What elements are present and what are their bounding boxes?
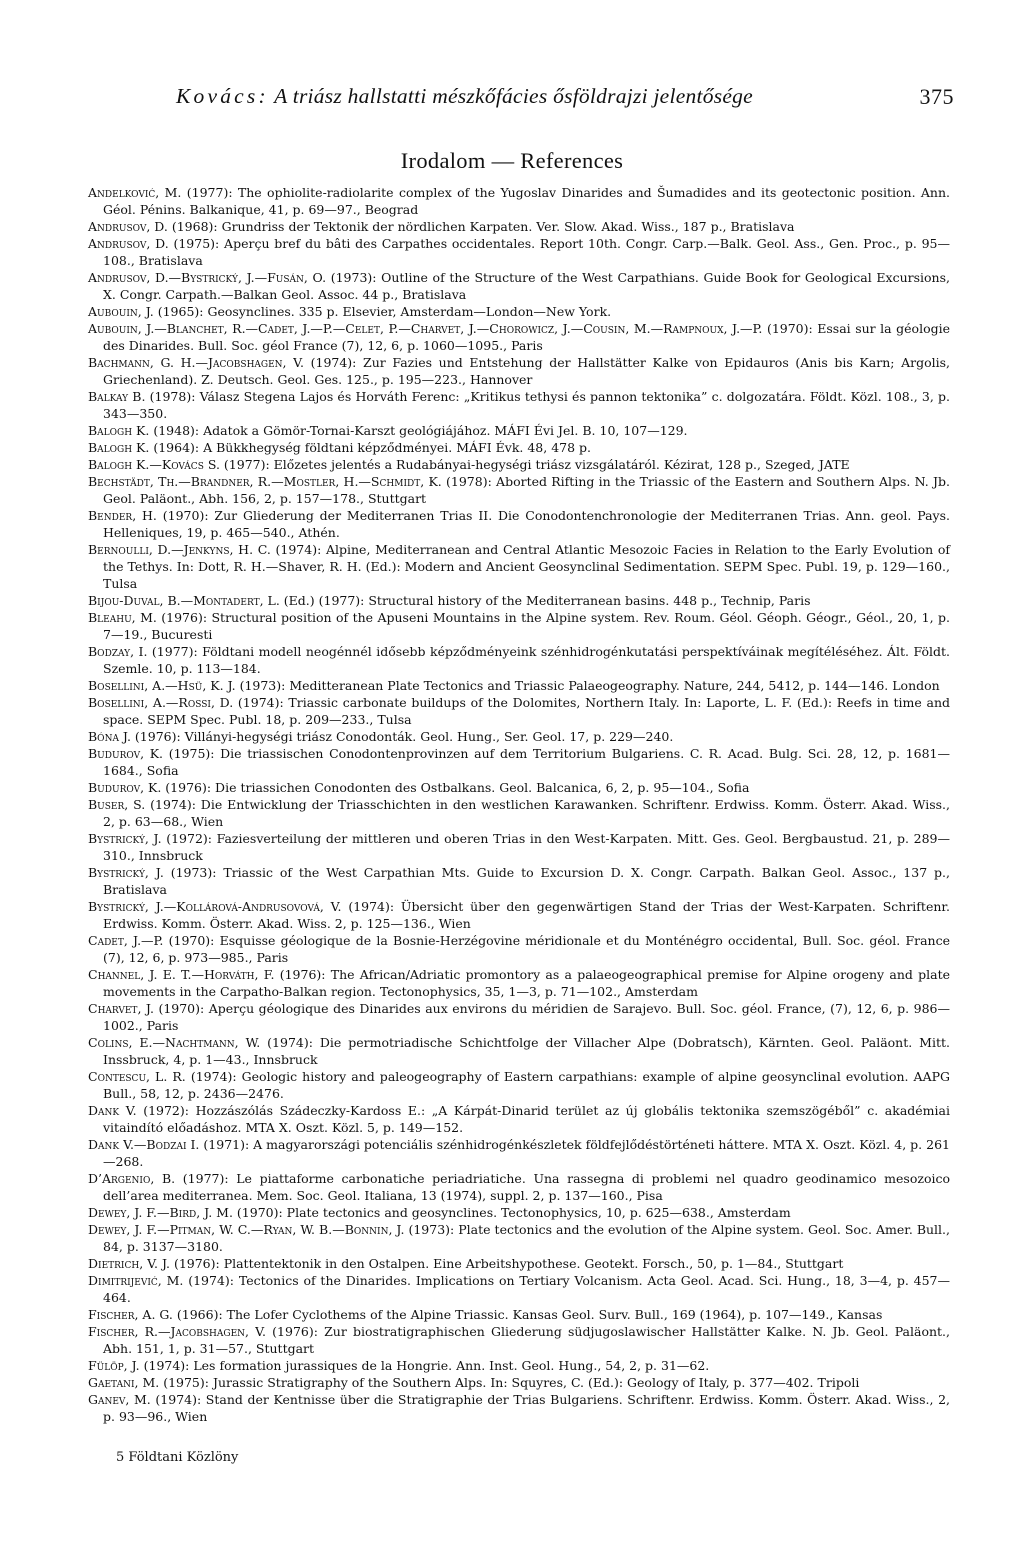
reference-details: (1970): Plate tectonics and geosynclines. Tectonophysics, 10, p. 625—638., Amsterdam <box>232 1205 791 1220</box>
reference-details: (1973): Plate tectonics and the evolution of the Alpine system. Geol. Soc. Amer. Bull., 84, p. 3137—3180. <box>103 1222 950 1254</box>
reference-details: (1975): Aperçu bref du bâti des Carpathes occidentales. Report 10th. Congr. Carp.—Balk. Geol. Ass., Gen. Proc., p. 95—108., Bratislava <box>103 236 950 268</box>
reference-entry <box>88 1255 950 1272</box>
reference-authors: Balogh K. <box>88 423 150 438</box>
reference-details: (1977): The ophiolite-radiolarite complex of the Yugoslav Dinarides and Šumadides and its geotectonic position. Ann. Géol. Pénins. Balkanique, 41, p. 69—97., Beograd <box>103 185 950 217</box>
reference-authors: Fülöp, J. <box>88 1358 140 1373</box>
reference-details: (1970): Essai sur la géologie des Dinarides. Bull. Soc. géol France (7), 12, 6, p. 1060—1095., Paris <box>103 321 950 353</box>
reference-details: (1978): Aborted Rifting in the Triassic of the Eastern and Southern Alps. N. Jb. Geol. Paläont., Abh. 156, 2, p. 157—178., Stuttgart <box>103 474 950 506</box>
reference-entry <box>88 473 950 507</box>
reference-authors: Dank V.—Bodzai I. <box>88 1137 200 1152</box>
reference-authors: Charvet, J. <box>88 1001 154 1016</box>
reference-details: (1974): Geologic history and paleogeography of Eastern carpathians: example of alpine geosynclinal evolution. AAPG Bull., 58, 12, p. 2436—2476. <box>103 1069 951 1101</box>
reference-details: (1974): Die Entwicklung der Triasschichten in den westlichen Karawanken. Schriftenr. Erdwiss. Komm. Österr. Akad. Wiss., 2, p. 63—68., Wien <box>103 797 950 829</box>
reference-authors: Dewey, J. F.—Pitman, W. C.—Ryan, W. B.—Bonnin, J. <box>88 1222 405 1237</box>
reference-entry <box>88 1136 950 1170</box>
reference-details: (1970): Esquisse géologique de la Bosnie-Herzégovine méridionale et du Monténégro occidental, Bull. Soc. géol. France (7), 12, 6, p. 973—985., Paris <box>103 933 950 965</box>
reference-authors: Bechstädt, Th.—Brandner, R.—Mostler, H.—Schmidt, K. <box>88 474 442 489</box>
reference-entry <box>88 1306 950 1323</box>
reference-authors: Dietrich, V. J. <box>88 1256 170 1271</box>
reference-authors: Bystrický, J.—Kollárová-Andrusovová, V. <box>88 899 342 914</box>
reference-details: (1977): Le piattaforme carbonatiche periadriatiche. Una rassegna di problemi nel quadro geodinamico mesozoico dell’area mediterranea. Mem. Soc. Geol. Italiana, 13 (1974), suppl. 2, p. 137—160., Pisa <box>103 1171 950 1203</box>
reference-entry <box>88 269 950 303</box>
reference-details: (1977): Előzetes jelentés a Rudabányai-hegységi triász vizsgálatáról. Kézirat, 128 p., Szeged, JATE <box>219 457 850 472</box>
reference-authors: Balogh K.—Kovács S. <box>88 457 220 472</box>
reference-entry <box>88 864 950 898</box>
reference-authors: Bosellini, A.—Rossi, D. <box>88 695 234 710</box>
reference-authors: Cadet, J.—P. <box>88 933 164 948</box>
reference-details: (1978): Válasz Stegena Lajos és Horváth Ferenc: „Kritikus tethysi és pannon tektonika” c. dolgozatára. Földt. Közl. 108., 3, p. 343—350. <box>103 389 950 421</box>
reference-authors: Bystrický, J. <box>88 865 164 880</box>
reference-entry <box>88 898 950 932</box>
reference-entry <box>88 541 950 592</box>
reference-authors: Budurov, K. <box>88 780 162 795</box>
reference-entry <box>88 1000 950 1034</box>
reference-entry <box>88 1272 950 1306</box>
reference-details: (1976): Zur biostratigraphischen Gliederung südjugoslawischer Hallstätter Kalke. N. Jb. Geol. Paläont., Abh. 151, 1, p. 31—57., Stuttgart <box>103 1324 950 1356</box>
reference-entry <box>88 184 950 218</box>
reference-details: (1971): A magyarországi potenciális szénhidrogénkészletek földfejlődéstörténeti háttere. MTA X. Oszt. Közl. 4, p. 261—268. <box>103 1137 951 1169</box>
reference-details: (1974): Stand der Kentnisse über die Stratigraphie der Trias Bulgariens. Schriftenr. Erdwiss. Komm. Österr. Akad. Wiss., 2, p. 93—96., Wien <box>103 1392 950 1424</box>
reference-authors: Andrusov, D. <box>88 219 168 234</box>
reference-details: (1974): Übersicht über den gegenwärtigen Stand der Trias der West-Karpaten. Schriftenr. Erdwiss. Komm. Österr. Akad. Wiss. 2, p. 125—136., Wien <box>103 899 950 931</box>
reference-entry <box>88 932 950 966</box>
reference-authors: Contescu, L. R. <box>88 1069 186 1084</box>
reference-authors: Dimitrijević, M. <box>88 1273 184 1288</box>
reference-authors: Bender, H. <box>88 508 157 523</box>
reference-entry <box>88 643 950 677</box>
reference-list <box>88 184 950 1425</box>
reference-authors: Colins, E.—Nachtmann, W. <box>88 1035 261 1050</box>
reference-entry <box>88 303 950 320</box>
reference-authors: Gaetani, M. <box>88 1375 160 1390</box>
reference-details: (1976): The African/Adriatic promontory as a palaeogeographical premise for Alpine orogeny and plate movements in the Carpatho-Balkan region. Tectonophysics, 35, 1—3, p. 71—102., Amsterdam <box>103 967 950 999</box>
reference-details: (1976): Die triassichen Conodonten des Ostbalkans. Geol. Balcanica, 6, 2, p. 95—104., Sofia <box>161 780 750 795</box>
reference-entry <box>88 609 950 643</box>
reference-entry <box>88 728 950 745</box>
reference-details: (1976): Villányi-hegységi triász Conodonták. Geol. Hung., Ser. Geol. 17, p. 229—240. <box>130 729 674 744</box>
reference-details: (1968): Grundriss der Tektonik der nördlichen Karpaten. Ver. Slow. Akad. Wiss., 187 p., Bratislava <box>167 219 795 234</box>
section-title: Irodalom — References <box>400 148 624 173</box>
reference-entry <box>88 422 950 439</box>
page-number: 375 <box>919 84 954 109</box>
reference-details: (1964): A Bükkhegység földtani képződményei. MÁFI Évk. 48, 478 p. <box>149 440 592 455</box>
running-head <box>176 80 954 120</box>
reference-authors: Andrusov, D. <box>88 236 169 251</box>
reference-entry <box>88 439 950 456</box>
reference-details: (1974): Tectonics of the Dinarides. Implications on Tertiary Volcanism. Acta Geol. Acad. Sci. Hung., 18, 3—4, p. 457—464. <box>103 1273 950 1305</box>
reference-authors: Bosellini, A.—Hsü, K. J. <box>88 678 236 693</box>
reference-entry <box>88 1102 950 1136</box>
reference-details: (1972): Hozzászólás Szádeczky-Kardoss E.: „A Kárpát-Dinarid terület az új globális tektonika szemszögéből” c. akadémiai vitaindító előadáshoz. MTA X. Oszt. Közl. 5, p. 149—152. <box>103 1103 950 1135</box>
reference-authors: Balogh K. <box>88 440 150 455</box>
reference-entry <box>88 796 950 830</box>
reference-entry <box>88 1357 950 1374</box>
running-head-author: Kovács: <box>176 84 269 108</box>
reference-details: (1974): Triassic carbonate buildups of the Dolomites, Northern Italy. In: Laporte, L. F. (Ed.): Reefs in time and space. SEPM Spec. Publ. 18, p. 209—233., Tulsa <box>103 695 950 727</box>
reference-entry <box>88 1068 950 1102</box>
reference-entry <box>88 1170 950 1204</box>
reference-authors: Channel, J. E. T.—Horváth, F. <box>88 967 275 982</box>
reference-details: (1974): Die permotriadische Schichtfolge der Villacher Alpe (Dobratsch), Kärnten. Geol. Paläont. Mitt. Inssbruck, 4, p. 1—43., Innsbruck <box>103 1035 950 1067</box>
reference-details: (1974): Les formation jurassiques de la Hongrie. Ann. Inst. Geol. Hung., 54, 2, p. 31—62. <box>139 1358 710 1373</box>
reference-authors: Bóna J. <box>88 729 131 744</box>
page-footer: 5 Földtani Közlöny <box>116 1450 239 1465</box>
reference-details: (1976): Structural position of the Apuseni Mountains in the Alpine system. Rev. Roum. Géol. Géoph. Géogr., Géol., 20, 1, p. 7—19., Bucuresti <box>103 610 950 642</box>
reference-entry <box>88 1374 950 1391</box>
reference-details: (1948): Adatok a Gömör-Tornai-Karszt geológiájához. MÁFI Évi Jel. B. 10, 107—129. <box>149 423 688 438</box>
reference-authors: Buser, S. <box>88 797 146 812</box>
reference-details: (1966): The Lofer Cyclothems of the Alpine Triassic. Kansas Geol. Surv. Bull., 169 (1964), p. 107—149., Kansas <box>172 1307 883 1322</box>
reference-details: (1974): Alpine, Mediterranean and Central Atlantic Mesozoic Facies in Relation to the Early Evolution of the Tethys. In: Dott, R. H.—Shaver, R. H. (Ed.): Modern and Ancient Geosynclinal Sedimentation. SEPM Spec. Publ. 19, p. 129—160., Tulsa <box>103 542 950 591</box>
reference-details: (1976): Plattentektonik in den Ostalpen. Eine Arbeitshypothese. Geotekt. Forsch., 50, p. 1—84., Stuttgart <box>169 1256 844 1271</box>
reference-entry <box>88 966 950 1000</box>
reference-entry <box>88 320 950 354</box>
reference-authors: Bernoulli, D.—Jenkyns, H. C. <box>88 542 271 557</box>
reference-authors: Bachmann, G. H.—Jacobshagen, V. <box>88 355 304 370</box>
reference-authors: Dank V. <box>88 1103 137 1118</box>
running-head-text: A triász hallstatti mészkőfácies ősföldrajzi jelentősége <box>268 84 753 108</box>
reference-details: (Ed.) (1977): Structural history of the Mediterranean basins. 448 p., Technip, Paris <box>279 593 811 608</box>
reference-details: (1970): Aperçu géologique des Dinarides aux environs du méridien de Sarajevo. Bull. Soc. géol. France, (7), 12, 6, p. 986—1002., Paris <box>103 1001 950 1033</box>
reference-entry <box>88 592 950 609</box>
reference-details: (1977): Földtani modell neogénnél idősebb képződményeink szénhidrogénkutatási perspektíváinak megítéléséhez. Ált. Földt. Szemle. 10, p. 113—184. <box>103 644 950 676</box>
reference-entry <box>88 1221 950 1255</box>
reference-authors: Balkay B. <box>88 389 146 404</box>
reference-entry <box>88 830 950 864</box>
reference-entry <box>88 218 950 235</box>
reference-details: (1973): Meditteranean Plate Tectonics and Triassic Palaeogeography. Nature, 244, 5412, p. 144—146. London <box>235 678 940 693</box>
reference-details: (1972): Faziesverteilung der mittleren und oberen Trias in den West-Karpaten. Mitt. Ges. Geol. Bergbaustud. 21, p. 289—310., Innsbruck <box>103 831 950 863</box>
reference-authors: Andelković, M. <box>88 185 182 200</box>
reference-authors: Bleahu, M. <box>88 610 157 625</box>
reference-authors: Ganev, M. <box>88 1392 151 1407</box>
reference-authors: Bystrický, J. <box>88 831 162 846</box>
reference-entry <box>88 388 950 422</box>
reference-details: (1975): Jurassic Stratigraphy of the Southern Alps. In: Squyres, C. (Ed.): Geology of Italy, p. 377—402. Tripoli <box>159 1375 860 1390</box>
reference-entry <box>88 1204 950 1221</box>
reference-authors: Bijou-Duval, B.—Montadert, L. <box>88 593 280 608</box>
reference-entry <box>88 1034 950 1068</box>
reference-authors: Bodzay, I. <box>88 644 148 659</box>
reference-details: (1965): Geosynclines. 335 p. Elsevier, Amsterdam—London—New York. <box>153 304 612 319</box>
reference-details: (1973): Outline of the Structure of the West Carpathians. Guide Book for Geological Excursions, X. Congr. Carpath.—Balkan Geol. Assoc. 44 p., Bratislava <box>103 270 950 302</box>
reference-authors: Fischer, A. G. <box>88 1307 173 1322</box>
reference-details: (1973): Triassic of the West Carpathian Mts. Guide to Excursion D. X. Congr. Carpath. Balkan Geol. Assoc., 137 p., Bratislava <box>103 865 950 897</box>
reference-entry <box>88 1391 950 1425</box>
reference-authors: Budurov, K. <box>88 746 164 761</box>
reference-entry <box>88 677 950 694</box>
reference-entry <box>88 745 950 779</box>
reference-authors: Dewey, J. F.—Bird, J. M. <box>88 1205 233 1220</box>
reference-details: (1975): Die triassischen Conodontenprovinzen auf dem Territorium Bulgariens. C. R. Acad. Bulg. Sci. 28, 12, p. 1681—1684., Sofia <box>103 746 950 778</box>
reference-entry <box>88 235 950 269</box>
reference-authors: Andrusov, D.—Bystrický, J.—Fusán, O. <box>88 270 327 285</box>
reference-details: (1974): Zur Fazies und Entstehung der Hallstätter Kalke von Epidauros (Anis bis Karn; Argolis, Griechenland). Z. Deutsch. Geol. Ges. 125., p. 195—223., Hannover <box>103 355 951 387</box>
running-head-title <box>176 84 753 109</box>
reference-details: (1970): Zur Gliederung der Mediterranen Trias II. Die Conodontenchronologie der Mediterranen Trias. Ann. geol. Pays. Helleniques, 19, p. 465—540., Athén. <box>103 508 951 540</box>
reference-entry <box>88 1323 950 1357</box>
reference-entry <box>88 507 950 541</box>
reference-authors: Aubouin, J. <box>88 304 154 319</box>
reference-entry <box>88 694 950 728</box>
reference-entry <box>88 456 950 473</box>
reference-entry <box>88 354 950 388</box>
reference-authors: Fischer, R.—Jacobshagen, V. <box>88 1324 266 1339</box>
reference-entry <box>88 779 950 796</box>
reference-authors: D’Argenio, B. <box>88 1171 176 1186</box>
reference-authors: Aubouin, J.—Blanchet, R.—Cadet, J.—P.—Celet, P.—Charvet, J.—Chorowicz, J.—Cousin, M.—Rampnoux, J.—P. <box>88 321 763 336</box>
